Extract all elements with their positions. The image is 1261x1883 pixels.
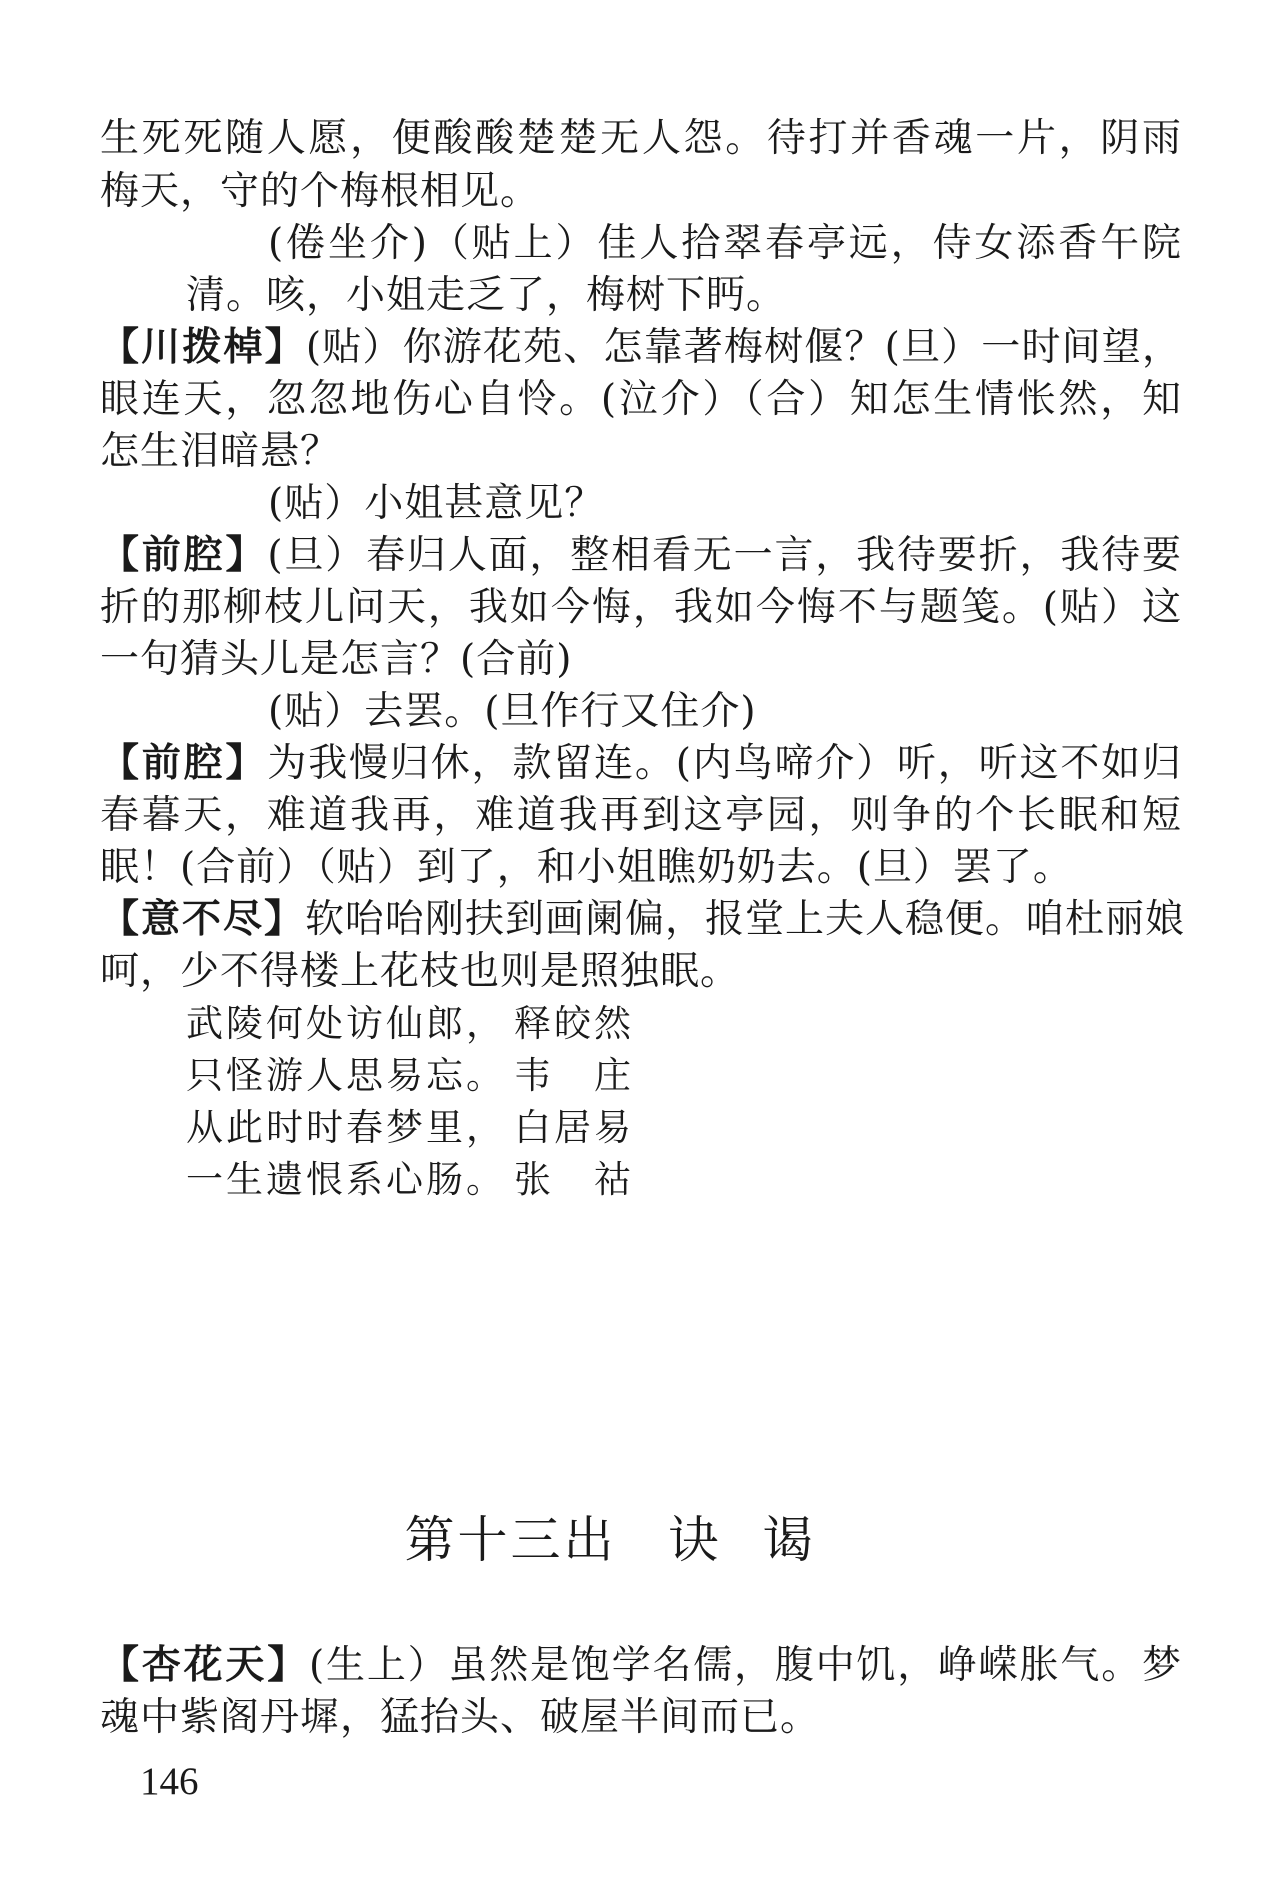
text-line: 魂中紫阁丹墀，猛抬头、破屋半间而已。 — [100, 1695, 821, 1740]
stage-direction-line: (贴）小姐甚意见？ — [268, 481, 605, 526]
text-line: 梅天，守的个梅根相见。 — [100, 169, 541, 214]
text-line: 春暮天，难道我再，难道我再到这亭园，则争的个长眠和短 — [100, 793, 1182, 838]
text-line: 折的那柳枝儿问天，我如今悔，我如今悔不与题笺。(贴）这 — [100, 585, 1182, 630]
poem-author: 白居易 — [514, 1106, 634, 1149]
chapter-title: 诀谒 — [668, 1511, 857, 1569]
tune-name: 【杏花天】 — [100, 1643, 309, 1688]
chapter-heading — [0, 1508, 1261, 1572]
poem-verse: 武陵何处访仙郎， 释皎然 — [186, 1002, 634, 1045]
text-line: 眠！(合前）（贴）到了，和小姐瞧奶奶去。(旦）罢了。 — [100, 845, 1073, 890]
aria-line: 【杏花天】(生上）虽然是饱学名儒，腹中饥，峥嵘胀气。梦 — [100, 1643, 1182, 1688]
poem-author: 释皎然 — [514, 1002, 634, 1045]
stage-direction-line: (贴）去罢。(旦作行又住介) — [268, 689, 757, 734]
text-line: 一句猜头儿是怎言？(合前) — [100, 637, 573, 682]
aria-line: 【前腔】为我慢归休，款留连。(内鸟啼介）听，听这不如归 — [100, 741, 1182, 786]
poem-verse: 一生遗恨系心肠。 张 祜 — [186, 1158, 634, 1201]
poem-author: 张 祜 — [514, 1158, 634, 1201]
aria-line: 【川拨棹】(贴）你游花苑、怎靠著梅树偃？(旦）一时间望， — [100, 325, 1182, 370]
tune-name: 【前腔】 — [100, 533, 268, 578]
poem-verse: 从此时时春梦里， 白居易 — [186, 1106, 634, 1149]
stage-direction-line: (倦坐介)（贴上）佳人拾翠春亭远，侍女添香午院 — [268, 221, 1182, 266]
tune-name: 【川拨棹】 — [100, 325, 306, 370]
chapter-number: 第十三出 — [404, 1511, 617, 1569]
text-line: 清。咳，小姐走乏了，梅树下眄。 — [186, 273, 787, 318]
tune-name: 【意不尽】 — [100, 897, 306, 942]
aria-line: 【前腔】(旦）春归人面，整相看无一言，我待要折，我待要 — [100, 533, 1182, 578]
poem-author: 韦 庄 — [514, 1054, 634, 1097]
text-line: 呵，少不得楼上花枝也则是照独眠。 — [100, 949, 741, 994]
page-number: 146 — [140, 1760, 199, 1803]
text-line: 眼连天，忽忽地伤心自怜。(泣介）（合）知怎生情怅然，知 — [100, 377, 1182, 422]
aria-line: 【意不尽】软咍咍刚扶到画阑偏，报堂上夫人稳便。咱杜丽娘 — [100, 897, 1186, 942]
tune-name: 【前腔】 — [100, 741, 268, 786]
text-line: 怎生泪暗悬？ — [100, 429, 341, 474]
poem-verse: 只怪游人思易忘。 韦 庄 — [186, 1054, 634, 1097]
text-line: 生死死随人愿，便酸酸楚楚无人怨。待打并香魂一片，阴雨 — [100, 116, 1182, 161]
